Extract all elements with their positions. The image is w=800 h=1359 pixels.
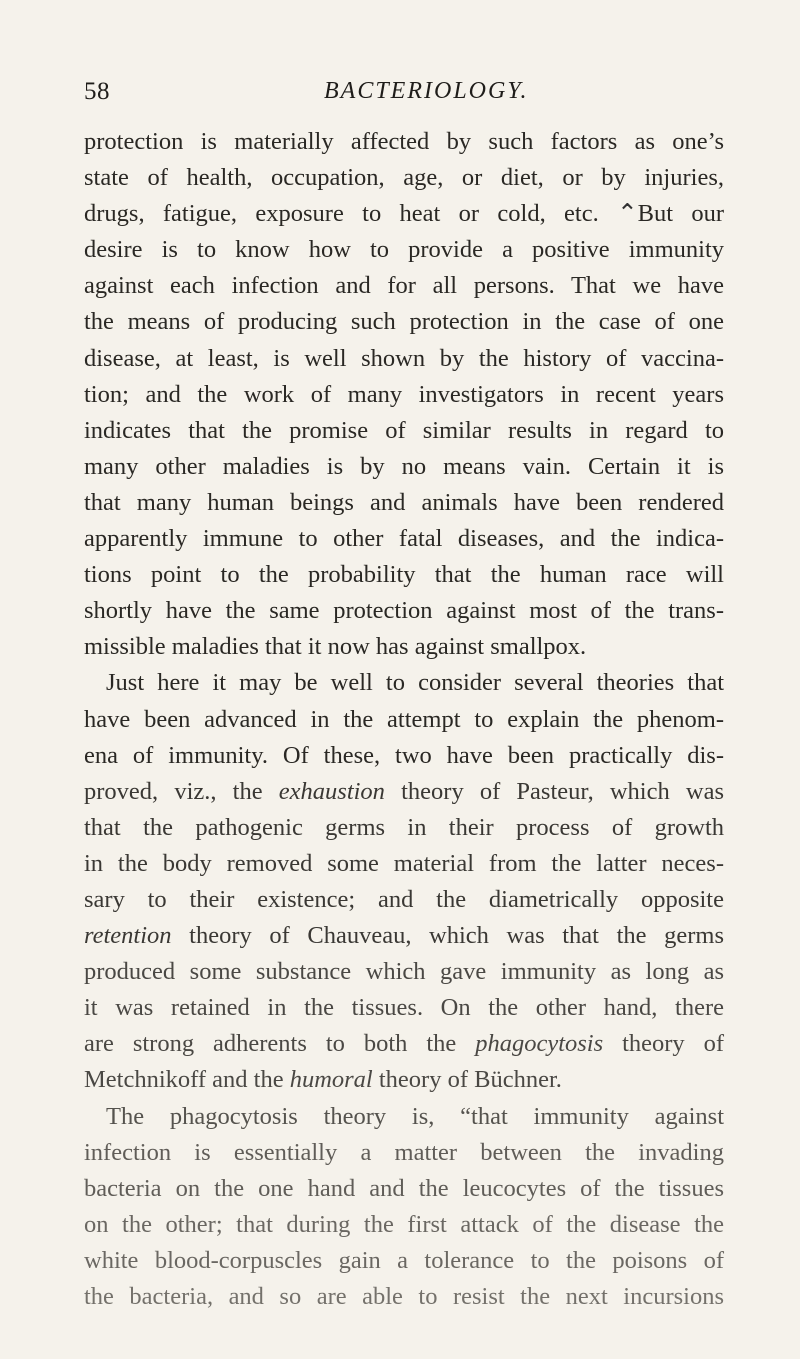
text-line: in the body removed some material from the latter neces- [84,849,724,877]
text-line: against each infection and for all persons. That we have [84,272,724,300]
text-line: state of health, occupation, age, or diet, or by injuries, [84,164,724,192]
body-text [84,124,724,1315]
text-line: apparently immune to other fatal diseases, and the indica- [84,525,724,553]
page-number: 58 [84,78,110,105]
text-line: tions point to the probability that the human race will [84,561,724,589]
text-line: missible maladies that it now has against smallpox. [84,633,587,661]
text-line: The phagocytosis theory is, “that immunity against [106,1102,724,1130]
text-line: Just here it may be well to consider several theories that [106,669,724,697]
text-line: that many human beings and animals have been rendered [84,488,724,516]
insertion-mark-icon: ⌃ [617,200,638,228]
text-line: Metchnikoff and the humoral theory of Büchner. [84,1066,562,1094]
text-line: tion; and the work of many investigators in recent years [84,380,724,408]
text-line: the means of producing such protection in the case of one [84,308,724,336]
text-line: the bacteria, and so are able to resist the next incursions [84,1283,724,1310]
text-line: have been advanced in the attempt to explain the phenom- [84,705,724,733]
text-line: bacteria on the one hand and the leucocytes of the tissues [84,1174,724,1202]
text-line: many other maladies is by no means vain. Certain it is [84,452,724,480]
text-line: infection is essentially a matter between the invading [84,1138,724,1166]
text-line: are strong adherents to both the phagocytosis theory of [84,1030,725,1058]
text-line: disease, at least, is well shown by the history of vaccina- [84,344,724,372]
text-line: drugs, fatigue, exposure to heat or cold, etc. ⌃But our [84,200,725,228]
text-line: produced some substance which gave immunity as long as [84,958,724,986]
text-line: white blood-corpuscles gain a tolerance to the poisons of [84,1246,724,1274]
text-line: proved, viz., the exhaustion theory of Pasteur, which was [84,777,725,805]
text-line: protection is materially affected by such factors as one’s [84,128,724,155]
text-line: indicates that the promise of similar results in regard to [84,416,724,444]
text-line: that the pathogenic germs in their process of growth [84,813,724,841]
text-line: retention theory of Chauveau, which was that the germs [84,922,725,950]
text-line: on the other; that during the first attack of the disease the [84,1210,724,1238]
text-line: shortly have the same protection against most of the trans- [84,597,724,625]
running-head [84,78,724,108]
running-title: BACTERIOLOGY. [324,78,529,104]
text-line: sary to their existence; and the diametrically opposite [84,885,724,913]
text-line: it was retained in the tissues. On the other hand, there [84,994,724,1022]
text-line: ena of immunity. Of these, two have been practically dis- [84,741,724,769]
text-line: desire is to know how to provide a positive immunity [84,236,724,264]
